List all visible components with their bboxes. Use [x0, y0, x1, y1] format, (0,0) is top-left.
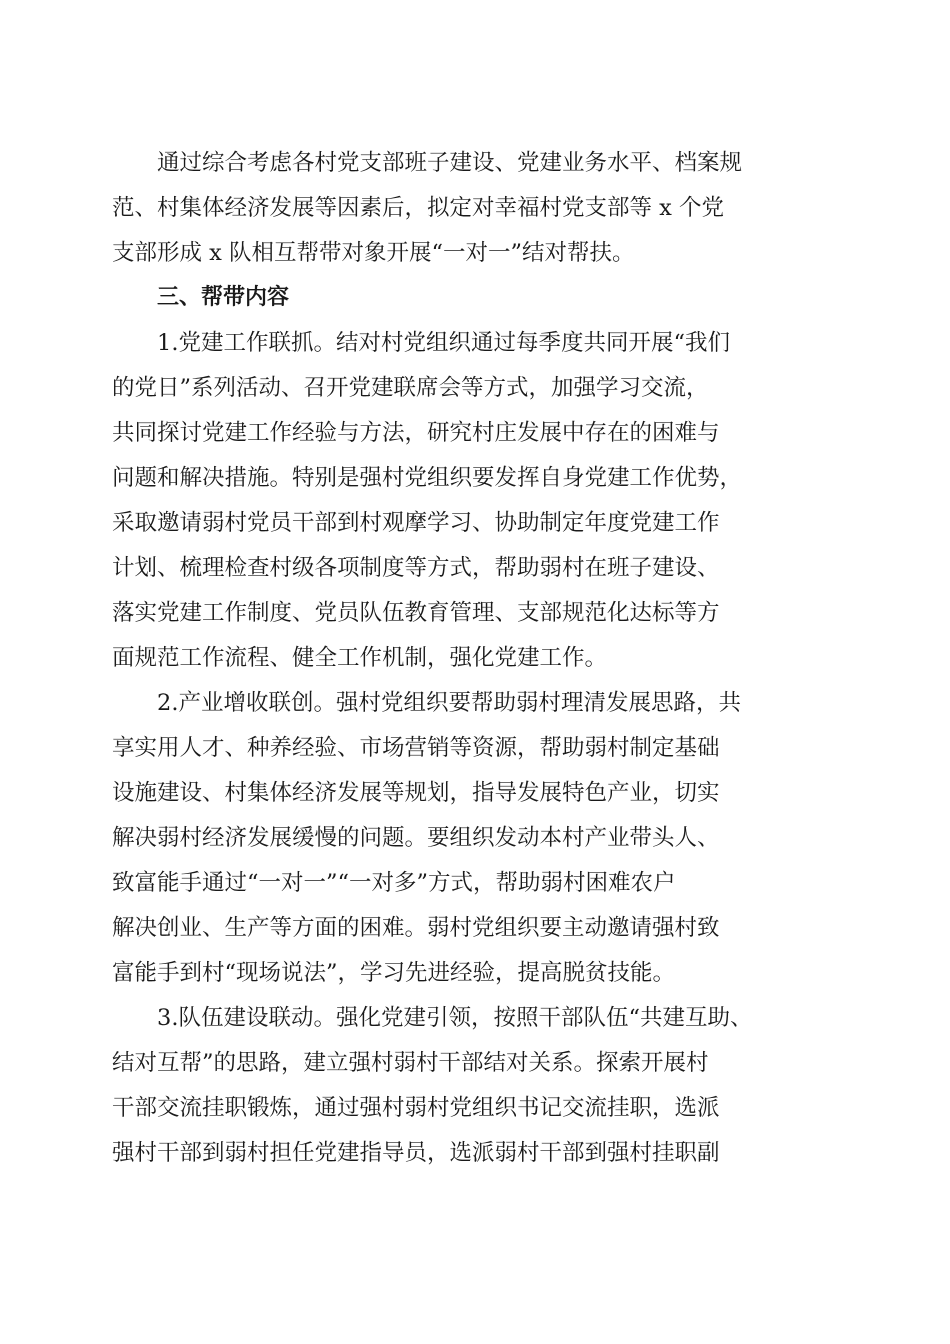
intro-paragraph-line: 范、村集体经济发展等因素后，拟定对幸福村党支部等 x 个党: [112, 195, 724, 221]
item1-paragraph-line: 1.党建工作联抓。结对村党组织通过每季度共同开展“我们: [157, 330, 730, 356]
item1-paragraph-line: 共同探讨党建工作经验与方法，研究村庄发展中存在的困难与: [112, 420, 720, 446]
item3-paragraph-line: 强村干部到弱村担任党建指导员，选派弱村干部到强村挂职副: [112, 1140, 720, 1166]
item2-paragraph-line: 解决弱村经济发展缓慢的问题。要组织发动本村产业带头人、: [112, 825, 720, 851]
item1-paragraph-line: 的党日”系列活动、召开党建联席会等方式，加强学习交流，: [112, 375, 709, 401]
item2-paragraph-line: 享实用人才、种养经验、市场营销等资源，帮助弱村制定基础: [112, 735, 720, 761]
item1-paragraph-line: 计划、梳理检查村级各项制度等方式，帮助弱村在班子建设、: [112, 555, 720, 581]
item1-paragraph-line: 问题和解决措施。特别是强村党组织要发挥自身党建工作优势，: [112, 465, 743, 491]
item2-paragraph-line: 2.产业增收联创。强村党组织要帮助弱村理清发展思路，共: [157, 690, 741, 716]
item2-paragraph-line: 致富能手通过“一对一”“一对多”方式，帮助弱村困难农户: [112, 870, 676, 896]
item1-paragraph-line: 采取邀请弱村党员干部到村观摩学习、协助制定年度党建工作: [112, 510, 720, 536]
intro-paragraph-line: 支部形成 x 队相互帮带对象开展“一对一”结对帮扶。: [112, 240, 635, 266]
item3-paragraph-line: 干部交流挂职锻炼，通过强村弱村党组织书记交流挂职，选派: [112, 1095, 720, 1121]
section-heading: 三、帮带内容: [157, 285, 290, 310]
intro-paragraph-line: 通过综合考虑各村党支部班子建设、党建业务水平、档案规: [157, 150, 743, 176]
item1-paragraph-line: 落实党建工作制度、党员队伍教育管理、支部规范化达标等方: [112, 600, 720, 626]
item3-paragraph-line: 3.队伍建设联动。强化党建引领，按照干部队伍“共建互助、: [157, 1005, 753, 1031]
item1-paragraph-line: 面规范工作流程、健全工作机制，强化党建工作。: [112, 645, 608, 671]
item3-paragraph-line: 结对互帮”的思路，建立强村弱村干部结对关系。探索开展村: [112, 1050, 709, 1076]
item2-paragraph-line: 设施建设、村集体经济发展等规划，指导发展特色产业，切实: [112, 780, 720, 806]
item2-paragraph-line: 富能手到村“现场说法”，学习先进经验，提高脱贫技能。: [112, 960, 676, 986]
item2-paragraph-line: 解决创业、生产等方面的困难。弱村党组织要主动邀请强村致: [112, 915, 720, 941]
